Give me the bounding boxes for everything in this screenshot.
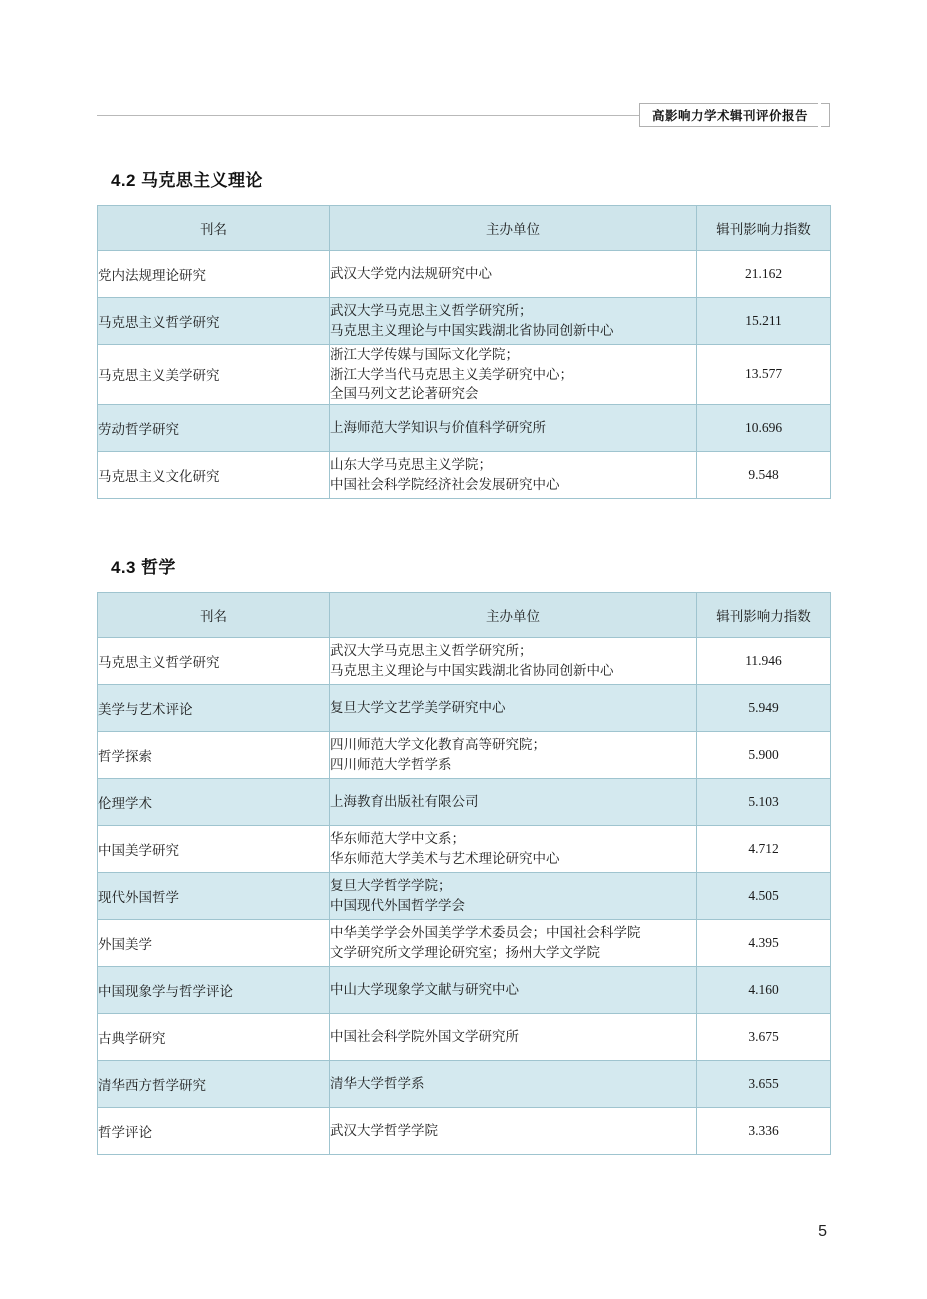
journal-org — [330, 920, 697, 967]
journal-name: 古典学研究 — [98, 1014, 330, 1061]
journal-name: 马克思主义文化研究 — [98, 451, 330, 498]
journal-score: 13.577 — [697, 345, 831, 405]
header-rule — [97, 115, 639, 116]
org-line: 上海教育出版社有限公司 — [330, 794, 479, 810]
org-line: 四川师范大学文化教育高等研究院； — [330, 737, 546, 753]
journal-org — [330, 1108, 697, 1155]
column-header-name: 刊名 — [98, 593, 330, 638]
org-line: 文学研究所文学理论研究室；扬州大学文学院 — [330, 945, 600, 960]
journal-org — [330, 404, 697, 451]
org-line: 武汉大学马克思主义哲学研究所； — [330, 303, 533, 319]
journal-name: 现代外国哲学 — [98, 873, 330, 920]
journal-org — [330, 732, 697, 779]
journal-org — [330, 685, 697, 732]
journal-org — [330, 451, 697, 498]
org-line: 中山大学现象学文献与研究中心 — [330, 982, 519, 998]
journal-name: 伦理学术 — [98, 779, 330, 826]
journal-name: 马克思主义哲学研究 — [98, 638, 330, 685]
journal-name: 哲学评论 — [98, 1108, 330, 1155]
journal-table-4-2 — [97, 205, 831, 499]
column-header-org: 主办单位 — [330, 206, 697, 251]
journal-org — [330, 967, 697, 1014]
org-line: 浙江大学传媒与国际文化学院； — [330, 347, 519, 362]
journal-score: 5.949 — [697, 685, 831, 732]
org-line: 武汉大学马克思主义哲学研究所； — [330, 643, 533, 659]
org-line: 全国马列文艺论著研究会 — [330, 386, 479, 402]
column-header-name: 刊名 — [98, 206, 330, 251]
journal-name: 党内法规理论研究 — [98, 251, 330, 298]
journal-score: 15.211 — [697, 298, 831, 345]
journal-score: 4.395 — [697, 920, 831, 967]
column-header-score: 辑刊影响力指数 — [697, 206, 831, 251]
table-row — [98, 404, 831, 451]
table-row — [98, 779, 831, 826]
journal-score: 4.712 — [697, 826, 831, 873]
journal-name: 哲学探索 — [98, 732, 330, 779]
section-4-3-title: 4.3 哲学 — [111, 558, 176, 577]
table-row — [98, 826, 831, 873]
journal-org — [330, 779, 697, 826]
org-line: 中华美学学会外国美学学术委员会；中国社会科学院 — [330, 925, 641, 941]
org-line: 清华大学哲学系 — [330, 1076, 425, 1092]
page-header — [97, 100, 830, 130]
journal-org — [330, 345, 697, 405]
journal-name: 马克思主义美学研究 — [98, 345, 330, 405]
header-title: 高影响力学术辑刊评价报告 — [651, 109, 808, 123]
org-line: 复旦大学文艺学美学研究中心 — [330, 700, 506, 716]
journal-name: 清华西方哲学研究 — [98, 1061, 330, 1108]
org-line: 浙江大学当代马克思主义美学研究中心； — [330, 366, 573, 382]
section-4-3 — [97, 553, 830, 1155]
header-endcap — [821, 103, 830, 127]
journal-score: 11.946 — [697, 638, 831, 685]
section-4-2 — [97, 166, 830, 499]
org-line: 武汉大学党内法规研究中心 — [330, 266, 492, 282]
table-row — [98, 732, 831, 779]
journal-score: 9.548 — [697, 451, 831, 498]
table-header-row — [98, 206, 831, 251]
journal-org — [330, 638, 697, 685]
journal-score: 3.675 — [697, 1014, 831, 1061]
table-row — [98, 873, 831, 920]
table-row — [98, 251, 831, 298]
journal-name: 中国现象学与哲学评论 — [98, 967, 330, 1014]
journal-org — [330, 873, 697, 920]
journal-org — [330, 1014, 697, 1061]
table-row — [98, 451, 831, 498]
journal-score: 3.336 — [697, 1108, 831, 1155]
table-row — [98, 638, 831, 685]
journal-score: 10.696 — [697, 404, 831, 451]
table-row — [98, 298, 831, 345]
org-line: 武汉大学哲学学院 — [330, 1123, 438, 1139]
table-row — [98, 967, 831, 1014]
org-line: 华东师范大学中文系； — [330, 831, 465, 847]
table-row — [98, 1014, 831, 1061]
org-line: 中国社会科学院经济社会发展研究中心 — [330, 476, 560, 492]
journal-score: 21.162 — [697, 251, 831, 298]
journal-score: 4.160 — [697, 967, 831, 1014]
org-line: 中国社会科学院外国文学研究所 — [330, 1029, 519, 1045]
header-title-box — [639, 103, 818, 127]
journal-name: 美学与艺术评论 — [98, 685, 330, 732]
org-line: 复旦大学哲学学院； — [330, 878, 452, 894]
org-line: 山东大学马克思主义学院； — [330, 457, 492, 473]
journal-score: 4.505 — [697, 873, 831, 920]
org-line: 上海师范大学知识与价值科学研究所 — [330, 419, 546, 435]
journal-score: 5.900 — [697, 732, 831, 779]
journal-score: 3.655 — [697, 1061, 831, 1108]
table-header-row — [98, 593, 831, 638]
journal-org — [330, 1061, 697, 1108]
org-line: 华东师范大学美术与艺术理论研究中心 — [330, 851, 560, 866]
table-row — [98, 685, 831, 732]
table-row — [98, 1061, 831, 1108]
org-line: 马克思主义理论与中国实践湖北省协同创新中心 — [330, 323, 614, 338]
journal-name: 马克思主义哲学研究 — [98, 298, 330, 345]
org-line: 中国现代外国哲学学会 — [330, 898, 465, 913]
journal-org — [330, 251, 697, 298]
section-4-2-title: 4.2 马克思主义理论 — [111, 171, 263, 190]
page-number: 5 — [818, 1223, 827, 1240]
journal-org — [330, 826, 697, 873]
column-header-org: 主办单位 — [330, 593, 697, 638]
table-row — [98, 1108, 831, 1155]
journal-name: 劳动哲学研究 — [98, 404, 330, 451]
journal-score: 5.103 — [697, 779, 831, 826]
org-line: 马克思主义理论与中国实践湖北省协同创新中心 — [330, 663, 614, 678]
journal-org — [330, 298, 697, 345]
journal-table-4-3 — [97, 592, 831, 1155]
table-row — [98, 345, 831, 405]
journal-name: 外国美学 — [98, 920, 330, 967]
column-header-score: 辑刊影响力指数 — [697, 593, 831, 638]
org-line: 四川师范大学哲学系 — [330, 757, 452, 772]
journal-name: 中国美学研究 — [98, 826, 330, 873]
table-row — [98, 920, 831, 967]
